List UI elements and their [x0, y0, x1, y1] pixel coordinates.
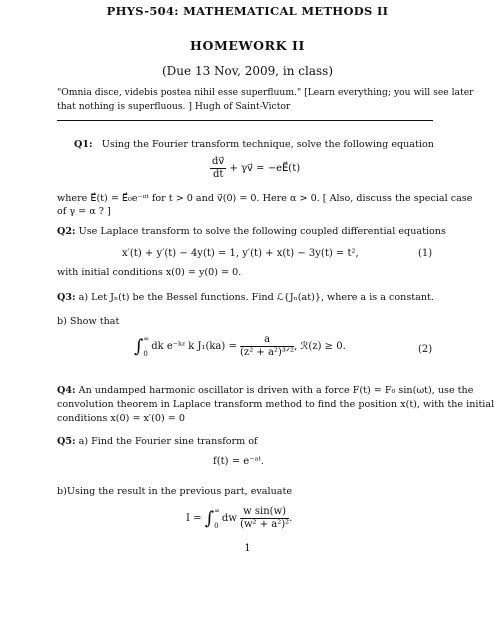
- q3-equation-tag: (2): [418, 344, 433, 355]
- header-divider: [57, 120, 433, 121]
- integral-sign: ∫: [134, 336, 144, 357]
- q3-condition: , ℛ(z) ≥ 0.: [294, 341, 346, 352]
- course-title: PHYS-504: MATHEMATICAL METHODS II: [106, 4, 389, 18]
- q4-text-1: An undamped harmonic oscillator is driven with a force F(t) = F₀ sin(ωt), use the: [78, 385, 474, 396]
- quote-line-1: "Omnia disce, videbis postea nihil esse superfluum." [Learn everything; you will see later: [57, 87, 474, 98]
- q4-line-2: convolution theorem in Laplace transform method to find the position x(t), with the initial: [57, 399, 495, 410]
- q3-fraction: [240, 334, 294, 359]
- q3-label: Q3:: [57, 292, 76, 303]
- q1-condition-1: where E⃗(t) = E⃗₀e⁻ᵅᵗ for t > 0 and v⃗(0) = 0. Here α > 0. [ Also, discuss the special case: [57, 193, 473, 204]
- due-date: (Due 13 Nov, 2009, in class): [162, 64, 333, 78]
- q1-frac-den: dt: [212, 169, 224, 180]
- q2-label: Q2:: [57, 226, 76, 237]
- q3-prompt: [57, 291, 434, 305]
- page-number: 1: [244, 543, 251, 554]
- q5-lower-limit: 0: [214, 521, 219, 530]
- q5-frac-num: w sin(w): [240, 506, 289, 519]
- q3-text-b: b) Show that: [57, 316, 120, 327]
- q3-frac-den: (z² + a²)³ᐟ²: [240, 347, 295, 358]
- q5-upper-limit: ∞: [214, 506, 220, 515]
- homework-title: HOMEWORK II: [190, 38, 305, 53]
- quote-line-2: that nothing is superfluous. ] Hugh of Saint-Victor: [57, 101, 291, 112]
- q3-upper-limit: ∞: [143, 334, 150, 343]
- q4-label: Q4:: [57, 385, 76, 396]
- integral-sign: ∫: [204, 508, 215, 529]
- q3-text-a: a) Let Jₙ(t) be the Bessel functions. Find ℒ{Jₙ(at)}, where a is a constant.: [78, 292, 434, 303]
- q3-lower-limit: 0: [143, 349, 148, 358]
- q5-text-a: a) Find the Fourier sine transform of: [78, 436, 258, 447]
- q4-line-1: [57, 384, 473, 398]
- q4-line-3: conditions x(0) = x′(0) = 0: [57, 413, 185, 424]
- q2-text: Use Laplace transform to solve the following coupled differential equations: [78, 226, 446, 237]
- q1-condition-2: of γ = α ? ]: [57, 206, 111, 217]
- q1-eq-rest: + γv⃗ = −eE⃗(t): [226, 163, 301, 174]
- q5-frac-den: (w² + a²)²: [240, 519, 290, 530]
- q3-integrand: dk e⁻ᵏᶻ k J₁(ka) =: [151, 341, 241, 352]
- q2-equation: x′(t) + y′(t) − 4y(t) = 1, y′(t) + x(t) − 3y(t) = t²,: [122, 248, 359, 259]
- q5-prompt: [57, 435, 258, 449]
- q1-text: Using the Fourier transform technique, solve the following equation: [101, 139, 434, 150]
- q1-equation: [210, 156, 300, 181]
- q2-prompt: [57, 225, 446, 239]
- q3-frac-num: a: [240, 334, 294, 347]
- q1-frac-num: dv⃗: [212, 156, 225, 167]
- q5-label: Q5:: [57, 436, 76, 447]
- q1-derivative: [210, 156, 226, 181]
- q3-equation: [134, 334, 346, 359]
- q5-equation-b: [186, 506, 292, 531]
- q1-prompt: [74, 138, 434, 152]
- q5-equation-a: f(t) = e⁻ᵃᵗ.: [213, 456, 264, 467]
- q5-lhs: I =: [186, 513, 205, 524]
- q5-end: .: [289, 513, 293, 524]
- q5-integral-limits: [214, 507, 220, 531]
- q1-label: Q1:: [74, 139, 93, 150]
- q5-dw: dw: [221, 513, 241, 524]
- q3-integral-limits: [143, 335, 149, 359]
- q2-equation-tag: (1): [418, 248, 433, 259]
- q5-fraction: [240, 506, 289, 531]
- q2-condition: with initial conditions x(0) = y(0) = 0.: [57, 267, 242, 278]
- q5-text-b: b)Using the result in the previous part, evaluate: [57, 486, 293, 497]
